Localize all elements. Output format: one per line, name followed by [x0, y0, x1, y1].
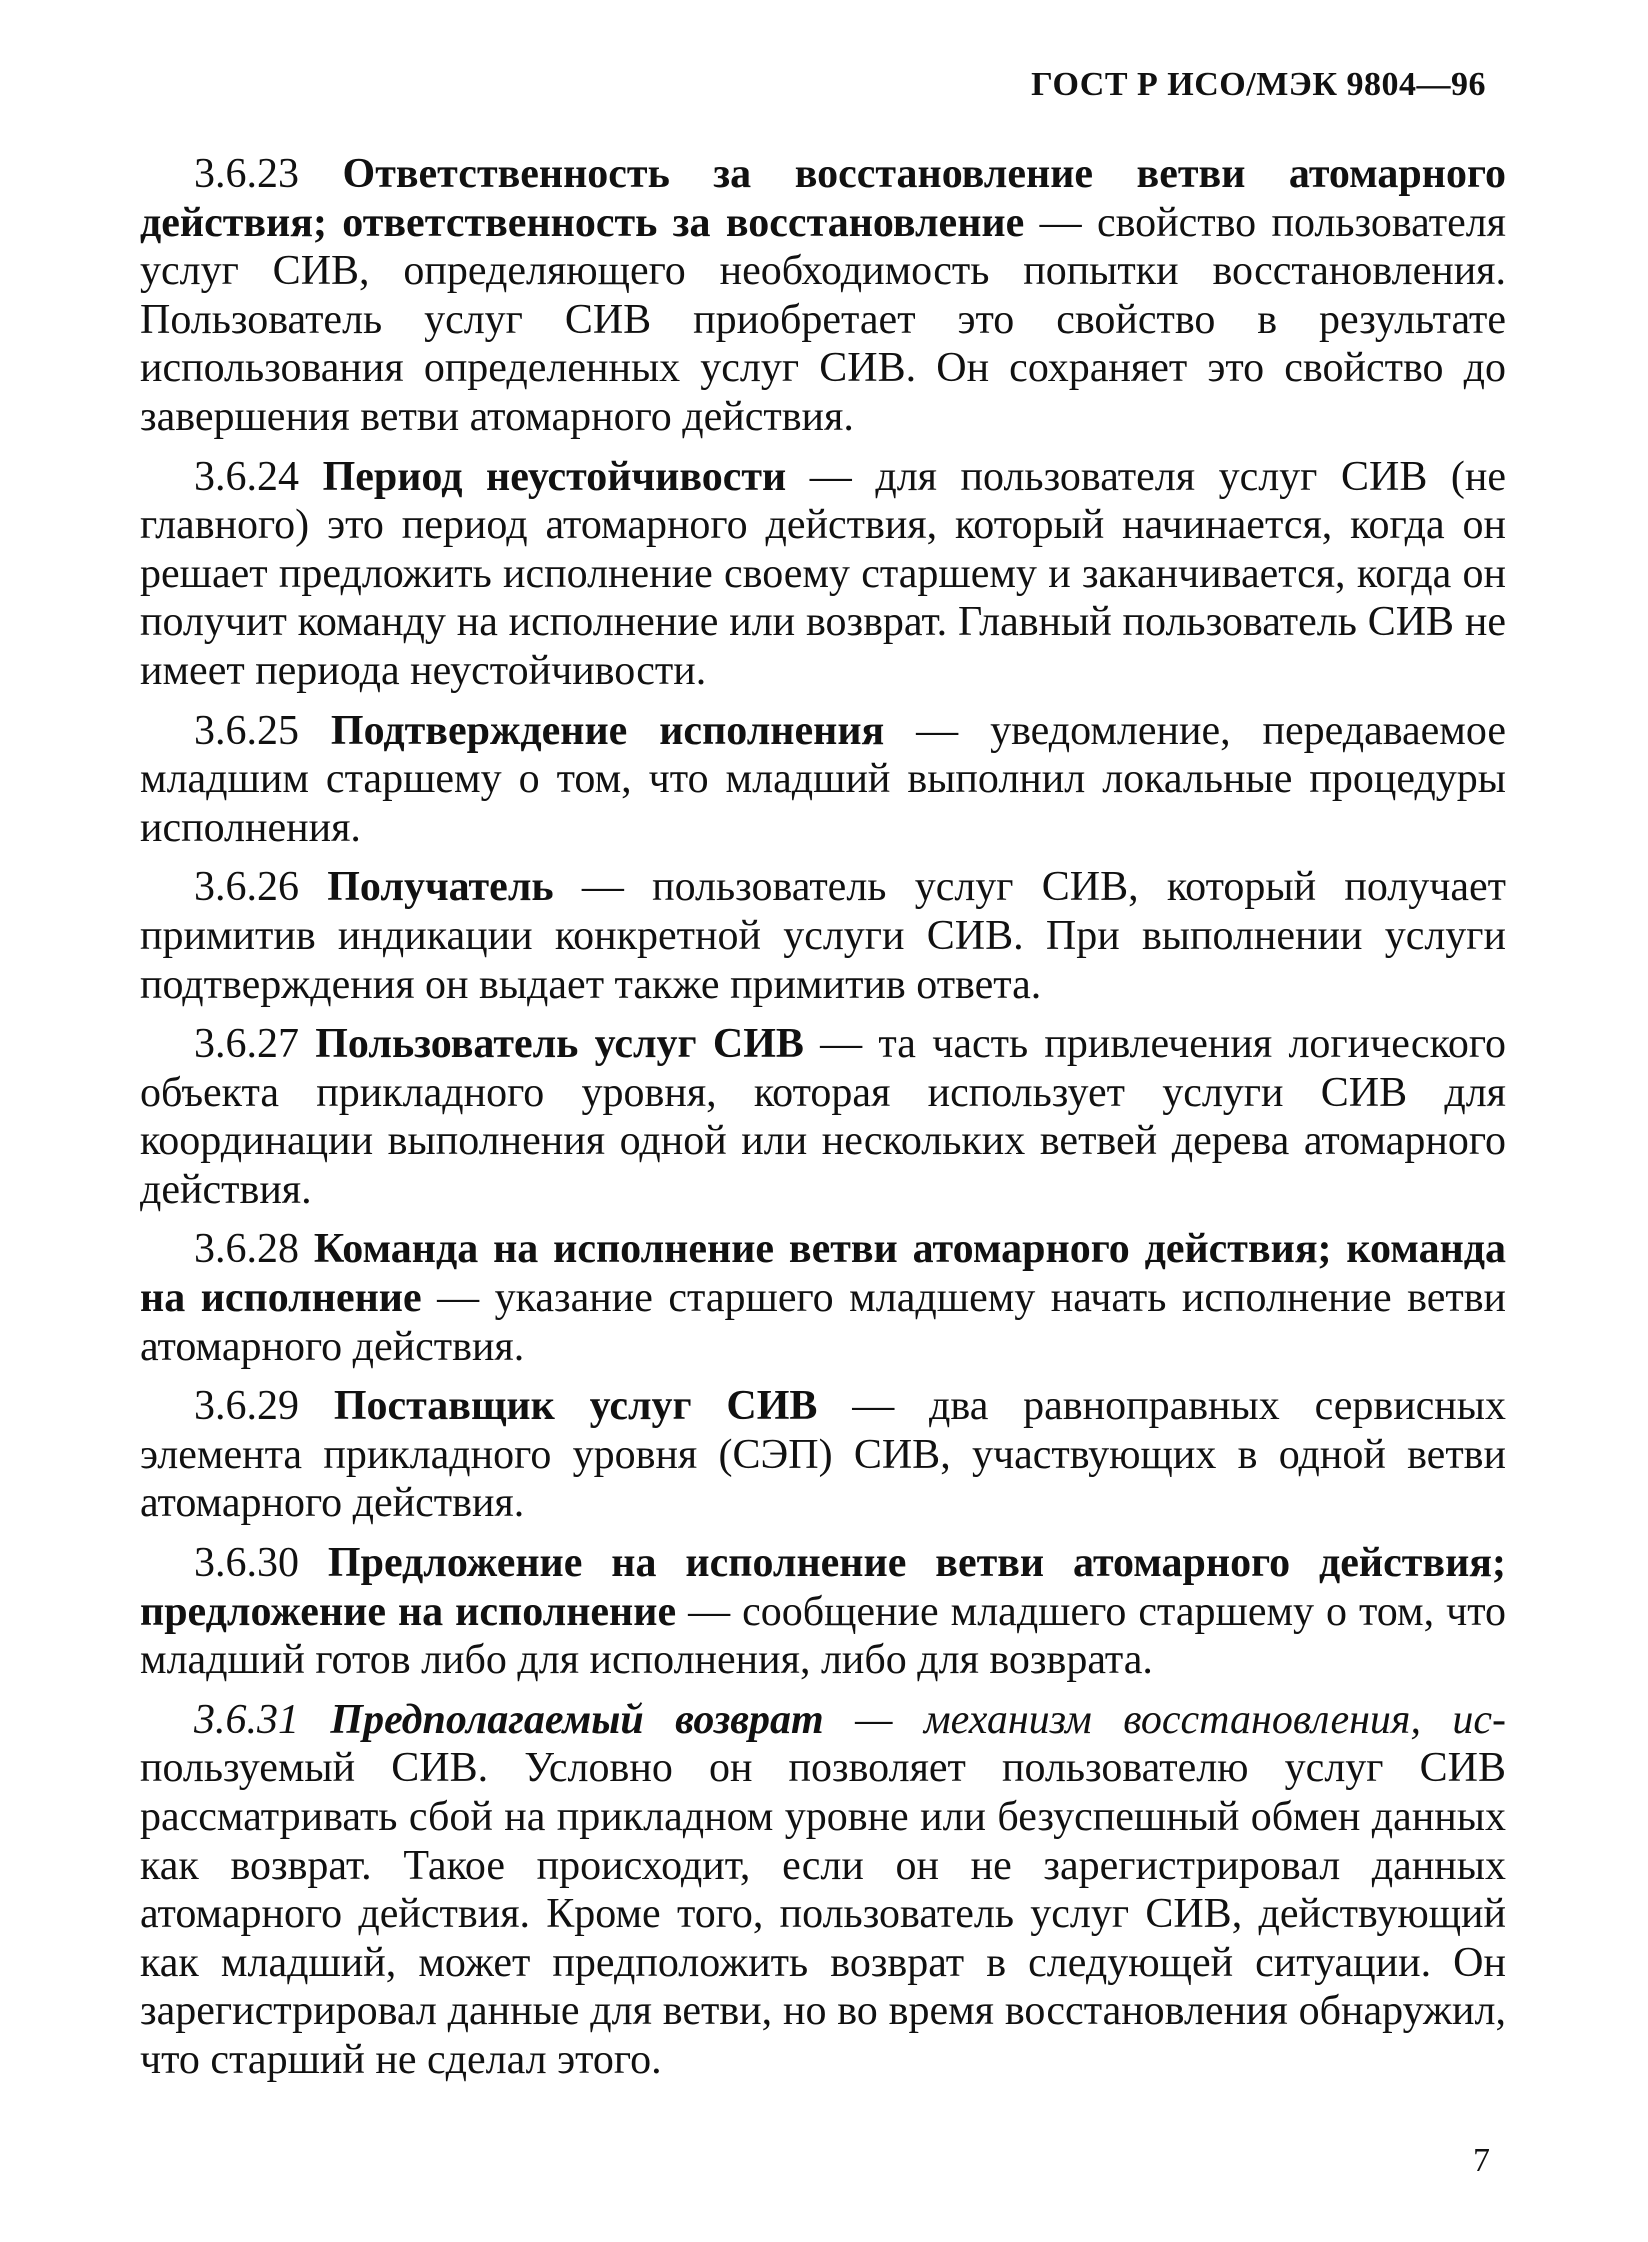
definition-3-6-27	[140, 1020, 1506, 1214]
term: Ответственность за восстановление ветви атомарного действия; ответственность за восстановление	[140, 151, 1507, 246]
definition-text: — пользователь услуг СИВ, который получает примитив индикации конкретной услуги СИВ. При выполнении услуги подтверждения он выдает также примитив ответа.	[140, 864, 1507, 1008]
term: Получатель	[327, 864, 554, 911]
term: Предложение на исполнение ветви атомарного действия; предложение на исполнение	[140, 1540, 1506, 1635]
definition-text: пользуемый СИВ. Условно он позволяет пользователю услуг СИВ рассматривать сбой на прикладном уровне или безуспешный обмен данных как возврат. Такое происходит, если он не зарегистрировал данных атомарного действия. Кроме того, пользователь услуг СИВ, действующий как младший, может предположить возврат в следующей ситуации. Он зарегистрировал данные для ветви, но во время восстановления обнаружил, что старший не сделал этого.	[140, 1745, 1506, 2083]
definition-lead-text: — механизм восстановления, ис-	[855, 1696, 1506, 1743]
definition-3-6-26	[140, 863, 1506, 1009]
definitions-body	[140, 150, 1506, 2096]
definition-text: — для пользователя услуг СИВ (не главного) это период атомарного действия, который начинается, когда он решает предложить исполнение своему старшему и заканчивается, когда он получит команду на исполнение или возврат. Главный пользователь СИВ не имеет периода неустойчивости.	[140, 453, 1506, 694]
clause-number: 3.6.23	[194, 151, 299, 197]
definition-text: — указание старшего младшему начать исполнение ветви атомарного действия.	[140, 1275, 1507, 1370]
clause-number: 3.6.25	[194, 707, 299, 754]
page-number: 7	[1473, 2142, 1490, 2179]
definition-text: — свойство пользователя услуг СИВ, определяющего необходимость попытки восстановления. Пользователь услуг СИВ приобретает это свойство в результате использования определенных услуг СИВ. Он сохраняет это свойство до завершения ветви атомарного действия.	[140, 199, 1506, 440]
clause-number: 3.6.29	[194, 1383, 299, 1430]
clause-number: 3.6.24	[194, 453, 299, 500]
definition-3-6-23	[140, 150, 1506, 442]
clause-number: 3.6.28	[194, 1226, 299, 1273]
term: Предполагаемый возврат	[330, 1696, 824, 1743]
term: Пользователь услуг СИВ	[315, 1021, 804, 1068]
term: Подтверждение исполнения	[330, 707, 885, 754]
clause-number: 3.6.31	[194, 1696, 299, 1743]
definition-3-6-31	[140, 1696, 1506, 2085]
definition-3-6-29	[140, 1382, 1506, 1528]
definition-3-6-28	[140, 1225, 1506, 1371]
term: Команда на исполнение ветви атомарного действия; команда на исполнение	[140, 1226, 1507, 1322]
definition-3-6-30	[140, 1539, 1506, 1685]
definition-text: — та часть привлечения логического объекта прикладного уровня, которая использует услуги СИВ для координации выполнения одной или нескольких ветвей дерева атомарного действия.	[140, 1021, 1507, 1213]
term: Поставщик услуг СИВ	[333, 1383, 818, 1430]
clause-number: 3.6.30	[194, 1540, 299, 1587]
clause-number: 3.6.26	[194, 864, 299, 911]
standard-header: ГОСТ Р ИСО/МЭК 9804—96	[1031, 66, 1486, 103]
definition-text: — уведомление, передаваемое младшим старшему о том, что младший выполнил локальные процедуры исполнения.	[140, 707, 1507, 851]
definition-3-6-25	[140, 707, 1506, 853]
definition-text: — сообщение младшего старшему о том, что младший готов либо для исполнения, либо для возврата.	[140, 1588, 1506, 1684]
term: Период неустойчивости	[322, 453, 787, 500]
definition-text: — два равноправных сервисных элемента прикладного уровня (СЭП) СИВ, участвующих в одной ветви атомарного действия.	[140, 1383, 1507, 1527]
definition-3-6-24	[140, 453, 1506, 696]
clause-number: 3.6.27	[194, 1021, 299, 1068]
